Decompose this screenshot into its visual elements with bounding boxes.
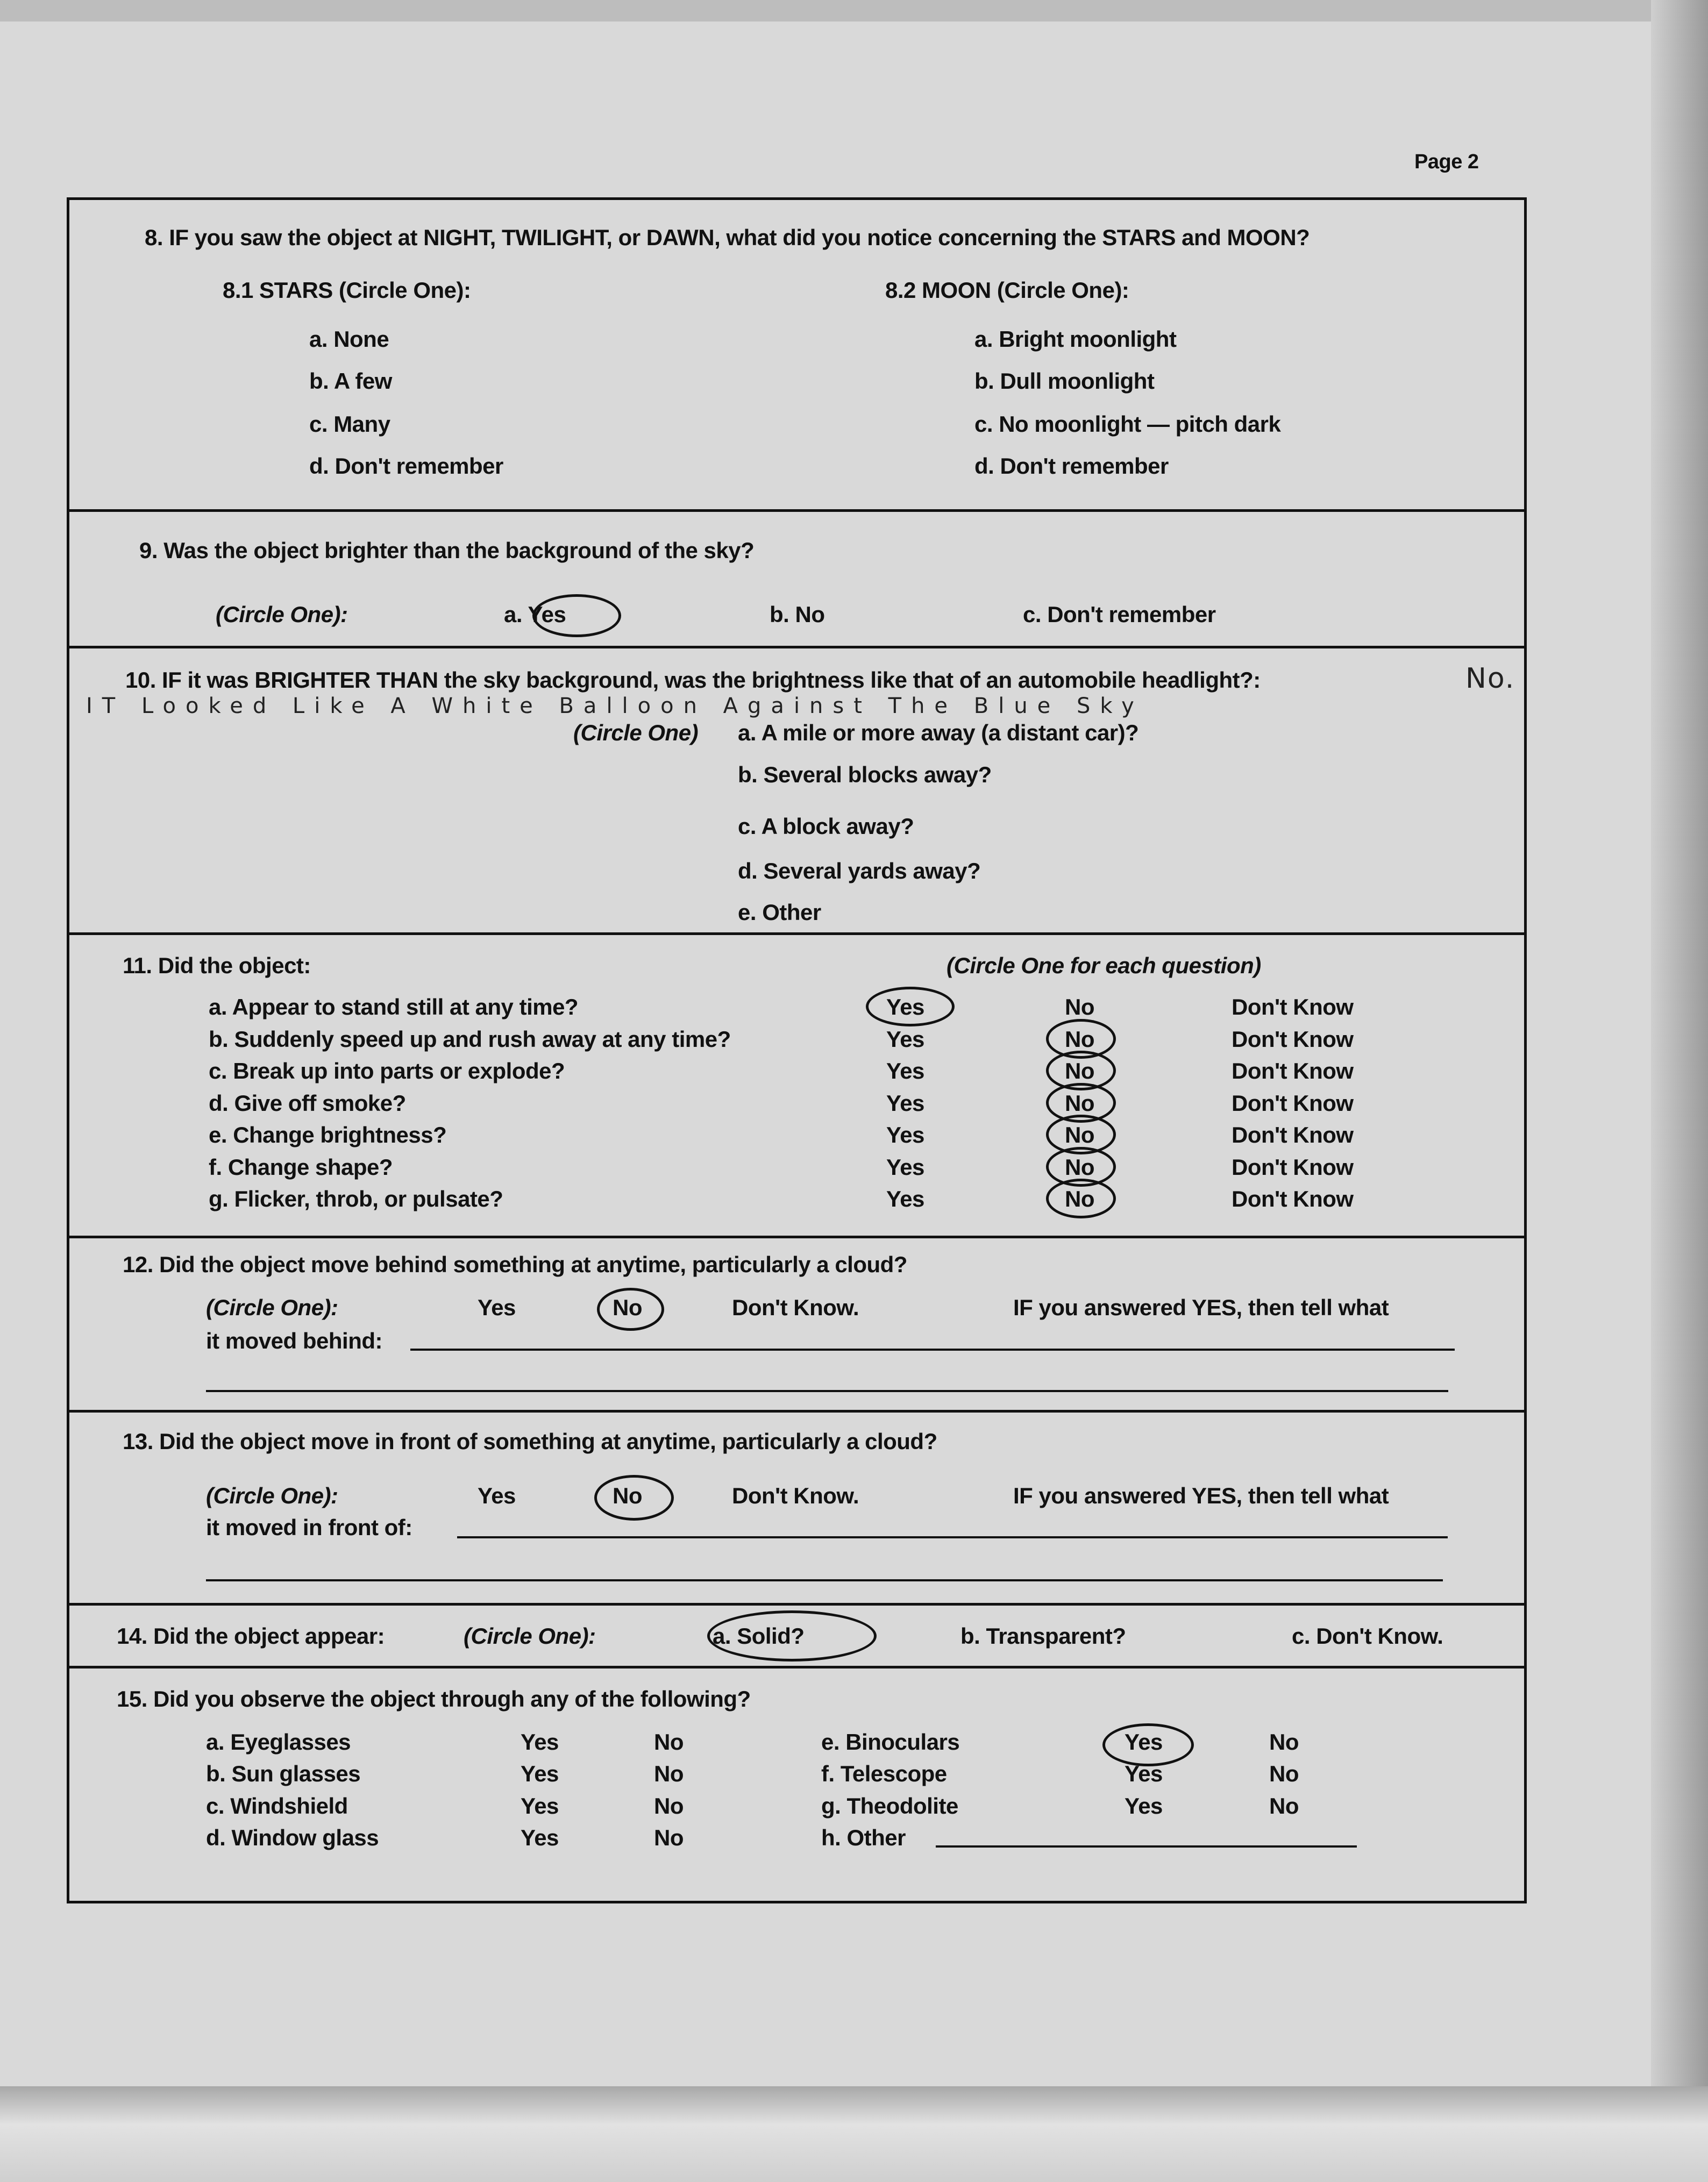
- q15-item: g. Theodolite: [821, 1793, 958, 1819]
- divider: [67, 932, 1527, 935]
- q13-title: 13. Did the object move in front of something at anytime, particularly a cloud?: [123, 1429, 937, 1454]
- answer-circle: [866, 987, 955, 1026]
- q13-followup-label: it moved in front of:: [206, 1515, 412, 1540]
- q13-answer-line[interactable]: [206, 1579, 1443, 1581]
- q15-other-line[interactable]: [936, 1845, 1357, 1848]
- q8-moon-heading: 8.2 MOON (Circle One):: [885, 277, 1129, 303]
- stars-option[interactable]: d. Don't remember: [309, 453, 503, 479]
- q15-option-no[interactable]: No: [654, 1761, 684, 1786]
- moon-option[interactable]: d. Don't remember: [974, 453, 1169, 479]
- q11-option-yes[interactable]: Yes: [886, 1090, 924, 1116]
- stars-option[interactable]: c. Many: [309, 411, 390, 437]
- q10-option[interactable]: b. Several blocks away?: [738, 762, 992, 787]
- q11-option-no[interactable]: No: [1065, 1026, 1094, 1052]
- q15-option-no[interactable]: No: [1269, 1793, 1299, 1819]
- q11-circle-instruction: (Circle One for each question): [946, 953, 1261, 978]
- q13-option-no[interactable]: No: [613, 1483, 642, 1508]
- q11-option-yes[interactable]: Yes: [886, 1026, 924, 1052]
- q15-option-yes[interactable]: Yes: [521, 1825, 559, 1850]
- q11-option-no[interactable]: No: [1065, 1154, 1094, 1180]
- q14-circle-instruction: (Circle One):: [464, 1623, 596, 1649]
- q11-option-dont-know[interactable]: Don't Know: [1232, 994, 1354, 1019]
- moon-option[interactable]: b. Dull moonlight: [974, 368, 1155, 394]
- q11-option-dont-know[interactable]: Don't Know: [1232, 1122, 1354, 1147]
- q11-item: c. Break up into parts or explode?: [209, 1058, 565, 1083]
- q15-option-yes[interactable]: Yes: [1125, 1761, 1163, 1786]
- q11-item: e. Change brightness?: [209, 1122, 447, 1147]
- q15-item: a. Eyeglasses: [206, 1729, 351, 1755]
- answer-circle: [1102, 1723, 1194, 1766]
- q14-title: 14. Did the object appear:: [117, 1623, 385, 1649]
- divider: [67, 509, 1527, 512]
- q15-option-yes[interactable]: Yes: [521, 1761, 559, 1786]
- answer-circle: [532, 594, 621, 637]
- q12-followup-instruction: IF you answered YES, then tell what: [1013, 1295, 1389, 1320]
- q15-option-no[interactable]: No: [654, 1825, 684, 1850]
- scan-edge-top: [0, 0, 1708, 22]
- q11-option-no[interactable]: No: [1065, 1090, 1094, 1116]
- moon-option[interactable]: a. Bright moonlight: [974, 326, 1177, 352]
- q11-option-no[interactable]: No: [1065, 1186, 1094, 1211]
- q14-option-solid[interactable]: a. Solid?: [713, 1623, 805, 1649]
- q11-title: 11. Did the object:: [123, 953, 311, 978]
- q12-answer-line[interactable]: [410, 1349, 1455, 1351]
- q11-option-yes[interactable]: Yes: [886, 1154, 924, 1180]
- q10-title: 10. IF it was BRIGHTER THAN the sky background, was the brightness like that of an automobile headlight?:: [125, 667, 1261, 693]
- q8-stars-heading: 8.1 STARS (Circle One):: [223, 277, 471, 303]
- q9-circle-instruction: (Circle One):: [216, 602, 348, 627]
- q15-option-yes[interactable]: Yes: [1125, 1729, 1163, 1755]
- q14-option-dont-know[interactable]: c. Don't Know.: [1292, 1623, 1443, 1649]
- q15-item: d. Window glass: [206, 1825, 379, 1850]
- q15-item: e. Binoculars: [821, 1729, 960, 1755]
- q15-item: b. Sun glasses: [206, 1761, 361, 1786]
- q15-item: f. Telescope: [821, 1761, 947, 1786]
- stars-option[interactable]: b. A few: [309, 368, 392, 394]
- q15-option-no[interactable]: No: [1269, 1729, 1299, 1755]
- q10-circle-instruction: (Circle One): [573, 720, 699, 745]
- answer-circle: [707, 1610, 877, 1662]
- scan-edge-bottom: [0, 2086, 1708, 2182]
- answer-circle: [1046, 1179, 1116, 1218]
- q9-option-yes[interactable]: a. Yes: [504, 602, 566, 627]
- q14-option-transparent[interactable]: b. Transparent?: [960, 1623, 1126, 1649]
- q9-option-dont-remember[interactable]: c. Don't remember: [1023, 602, 1216, 627]
- q12-followup-label: it moved behind:: [206, 1328, 382, 1353]
- q12-option-yes[interactable]: Yes: [478, 1295, 516, 1320]
- page-number: Page 2: [1414, 151, 1479, 173]
- q13-circle-instruction: (Circle One):: [206, 1483, 338, 1508]
- divider: [67, 646, 1527, 648]
- q12-option-no[interactable]: No: [613, 1295, 642, 1320]
- q11-option-dont-know[interactable]: Don't Know: [1232, 1186, 1354, 1211]
- q13-followup-instruction: IF you answered YES, then tell what: [1013, 1483, 1389, 1508]
- q13-option-dont-know[interactable]: Don't Know.: [732, 1483, 859, 1508]
- q15-option-yes[interactable]: Yes: [521, 1793, 559, 1819]
- moon-option[interactable]: c. No moonlight — pitch dark: [974, 411, 1281, 437]
- q11-item: d. Give off smoke?: [209, 1090, 406, 1116]
- q11-item: b. Suddenly speed up and rush away at any time?: [209, 1026, 731, 1052]
- q10-option[interactable]: d. Several yards away?: [738, 858, 981, 883]
- q11-item: a. Appear to stand still at any time?: [209, 994, 579, 1019]
- q11-option-dont-know[interactable]: Don't Know: [1232, 1026, 1354, 1052]
- q9-title: 9. Was the object brighter than the background of the sky?: [139, 538, 755, 563]
- q12-answer-line[interactable]: [206, 1390, 1448, 1392]
- q13-answer-line[interactable]: [457, 1536, 1448, 1538]
- handwritten-answer-no: No.: [1465, 662, 1515, 695]
- q13-option-yes[interactable]: Yes: [478, 1483, 516, 1508]
- q11-option-no[interactable]: No: [1065, 1058, 1094, 1083]
- handwritten-note: IT Looked Like A White Balloon Against The Blue Sky: [86, 694, 1144, 718]
- divider: [67, 1410, 1527, 1413]
- q11-option-yes[interactable]: Yes: [886, 1122, 924, 1147]
- q8-title: 8. IF you saw the object at NIGHT, TWILIGHT, or DAWN, what did you notice concerning the STARS and MOON?: [145, 225, 1310, 250]
- q11-option-no[interactable]: No: [1065, 1122, 1094, 1147]
- q15-title: 15. Did you observe the object through any of the following?: [117, 1686, 751, 1712]
- divider: [67, 1666, 1527, 1668]
- q15-option-yes[interactable]: Yes: [1125, 1793, 1163, 1819]
- divider: [67, 1603, 1527, 1606]
- q11-option-dont-know[interactable]: Don't Know: [1232, 1058, 1354, 1083]
- q10-option[interactable]: c. A block away?: [738, 814, 914, 839]
- q11-item: f. Change shape?: [209, 1154, 393, 1180]
- answer-circle: [594, 1475, 674, 1521]
- q11-option-yes[interactable]: Yes: [886, 994, 924, 1019]
- q15-option-yes[interactable]: Yes: [521, 1729, 559, 1755]
- divider: [67, 1236, 1527, 1238]
- q15-item: c. Windshield: [206, 1793, 348, 1819]
- q10-option[interactable]: e. Other: [738, 900, 821, 925]
- q11-item: g. Flicker, throb, or pulsate?: [209, 1186, 503, 1211]
- q11-option-dont-know[interactable]: Don't Know: [1232, 1090, 1354, 1116]
- q9-option-no[interactable]: b. No: [770, 602, 825, 627]
- q12-title: 12. Did the object move behind something at anytime, particularly a cloud?: [123, 1252, 907, 1277]
- q15-other-label: h. Other: [821, 1825, 906, 1850]
- q15-option-no[interactable]: No: [654, 1729, 684, 1755]
- q15-option-no[interactable]: No: [1269, 1761, 1299, 1786]
- q10-option[interactable]: a. A mile or more away (a distant car)?: [738, 720, 1139, 745]
- scan-edge-right: [1651, 0, 1708, 2182]
- q11-option-dont-know[interactable]: Don't Know: [1232, 1154, 1354, 1180]
- q15-option-no[interactable]: No: [654, 1793, 684, 1819]
- q11-option-no[interactable]: No: [1065, 994, 1094, 1019]
- q12-option-dont-know[interactable]: Don't Know.: [732, 1295, 859, 1320]
- q12-circle-instruction: (Circle One):: [206, 1295, 338, 1320]
- stars-option[interactable]: a. None: [309, 326, 389, 352]
- q11-option-yes[interactable]: Yes: [886, 1186, 924, 1211]
- answer-circle: [597, 1288, 664, 1331]
- q11-option-yes[interactable]: Yes: [886, 1058, 924, 1083]
